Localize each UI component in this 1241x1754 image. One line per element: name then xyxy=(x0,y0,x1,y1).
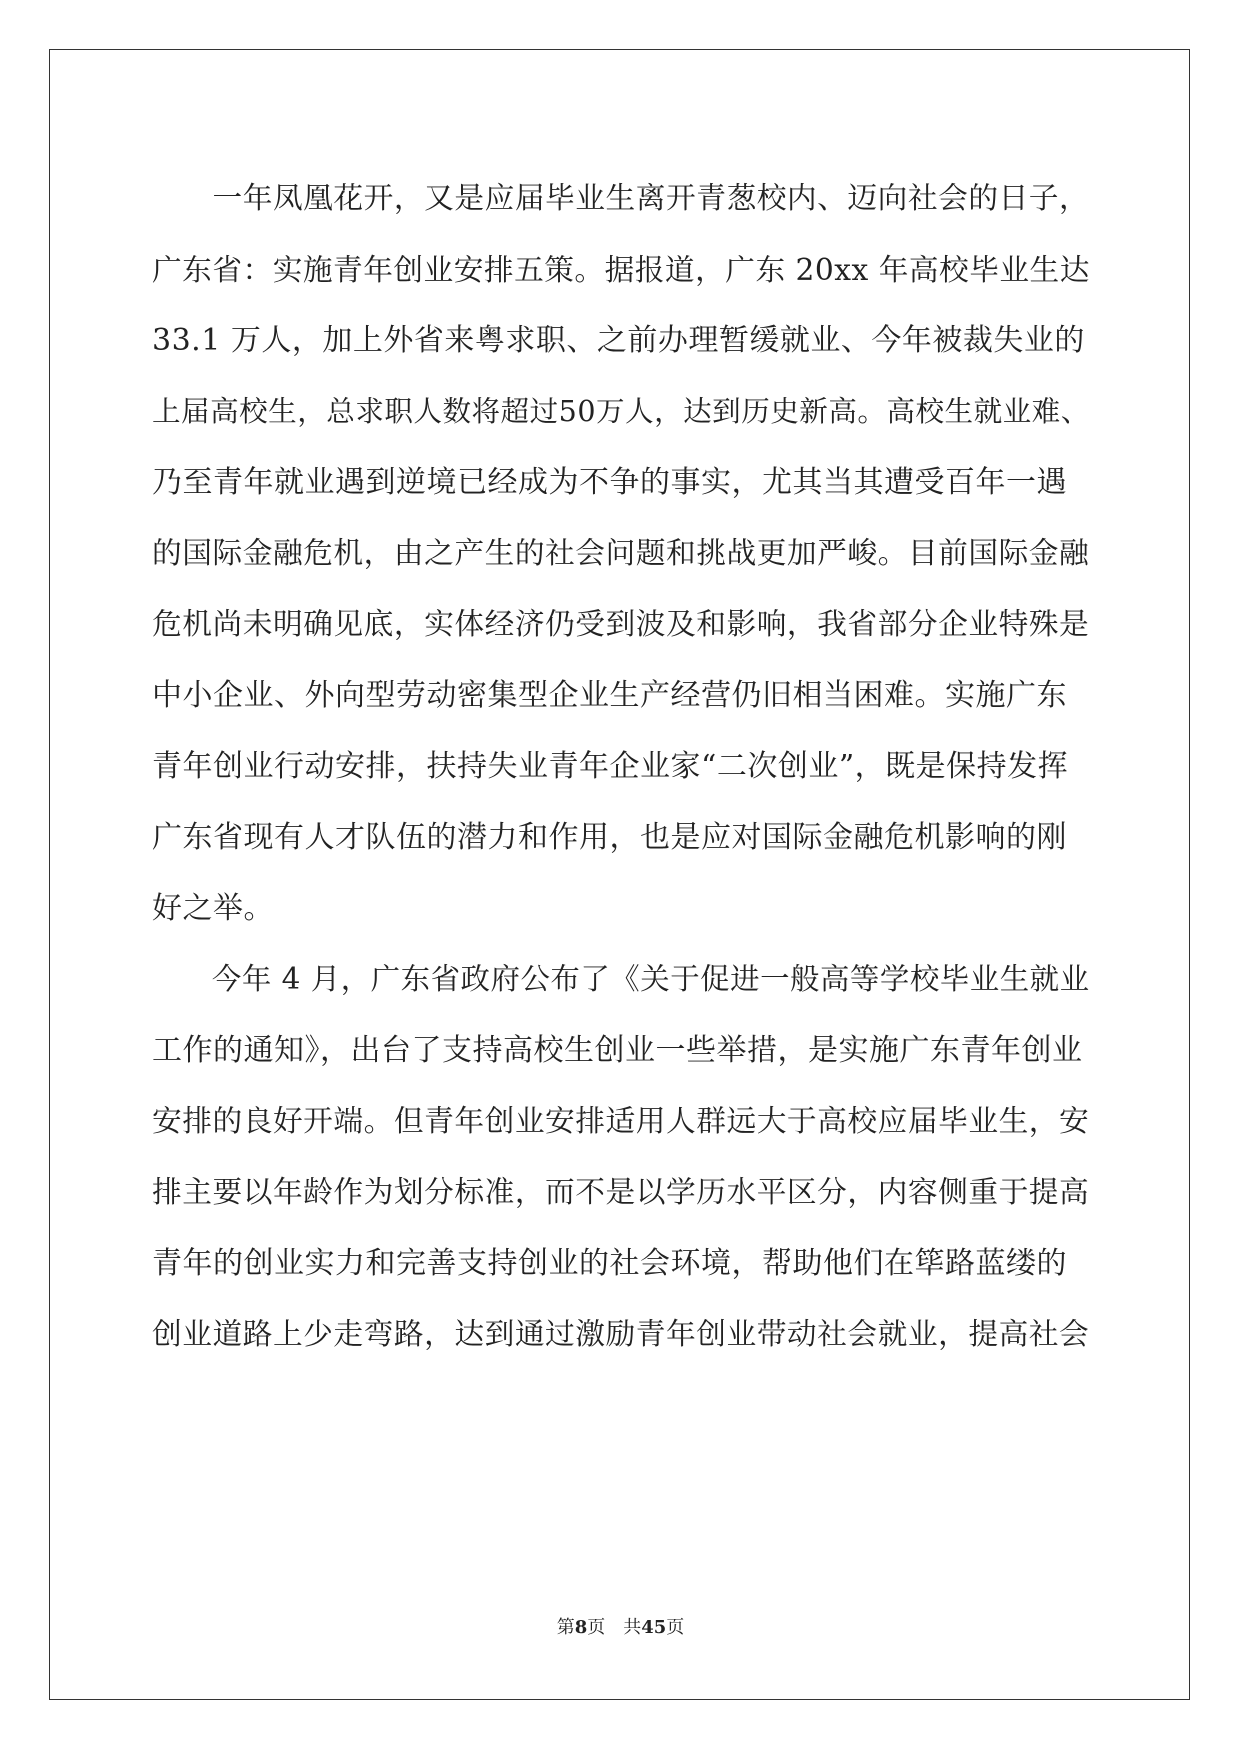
page-footer xyxy=(0,1616,1241,1640)
text-line-14: 安排的良好开端。但青年创业安排适用人群远大于高校应届毕业生，安 xyxy=(152,1104,1090,1139)
text-line-10: 广东省现有人才队伍的潜力和作用，也是应对国际金融危机影响的刚 xyxy=(152,820,1067,855)
text-line-1: 一年凤凰花开，又是应届毕业生离开青葱校内、迈向社会的日子， xyxy=(152,181,1090,216)
text-line-12: 今年 4 月，广东省政府公布了《关于促进一般高等学校毕业生就业 xyxy=(152,962,1090,996)
text-line-4: 上届高校生，总求职人数将超过50万人，达到历史新高。高校生就业难、 xyxy=(152,394,1090,428)
text-line-6: 的国际金融危机，由之产生的社会问题和挑战更加严峻。目前国际金融 xyxy=(152,536,1090,571)
page-mid: 页 xyxy=(587,1617,606,1638)
text-line-5: 乃至青年就业遇到逆境已经成为不争的事实，尤其当其遭受百年一遇 xyxy=(152,465,1067,500)
text-line-16: 青年的创业实力和完善支持创业的社会环境，帮助他们在筚路蓝缕的 xyxy=(152,1246,1067,1281)
text-line-9: 青年创业行动安排，扶持失业青年企业家“二次创业”，既是保持发挥 xyxy=(152,749,1069,784)
total-suffix: 页 xyxy=(666,1617,685,1638)
text-line-11: 好之举。 xyxy=(152,891,274,926)
document-body xyxy=(152,163,1090,1370)
total-prefix: 共 xyxy=(623,1617,642,1638)
text-line-15: 排主要以年龄作为划分标准，而不是以学历水平区分，内容侧重于提高 xyxy=(152,1175,1090,1210)
text-line-7: 危机尚未明确见底，实体经济仍受到波及和影响，我省部分企业特殊是 xyxy=(152,607,1090,642)
text-line-17: 创业道路上少走弯路，达到通过激励青年创业带动社会就业，提高社会 xyxy=(152,1317,1090,1352)
total-pages-number: 45 xyxy=(641,1617,667,1638)
text-line-13: 工作的通知》，出台了支持高校生创业一些举措，是实施广东青年创业 xyxy=(152,1033,1083,1068)
text-line-8: 中小企业、外向型劳动密集型企业生产经营仍旧相当困难。实施广东 xyxy=(152,678,1067,713)
current-page-number: 8 xyxy=(574,1617,588,1638)
text-line-3: 33.1 万人，加上外省来粤求职、之前办理暂缓就业、今年被裁失业的 xyxy=(152,323,1085,358)
text-line-2: 广东省：实施青年创业安排五策。据报道，广东 20xx 年高校毕业生达 xyxy=(152,252,1090,287)
page-prefix: 第 xyxy=(556,1617,575,1638)
